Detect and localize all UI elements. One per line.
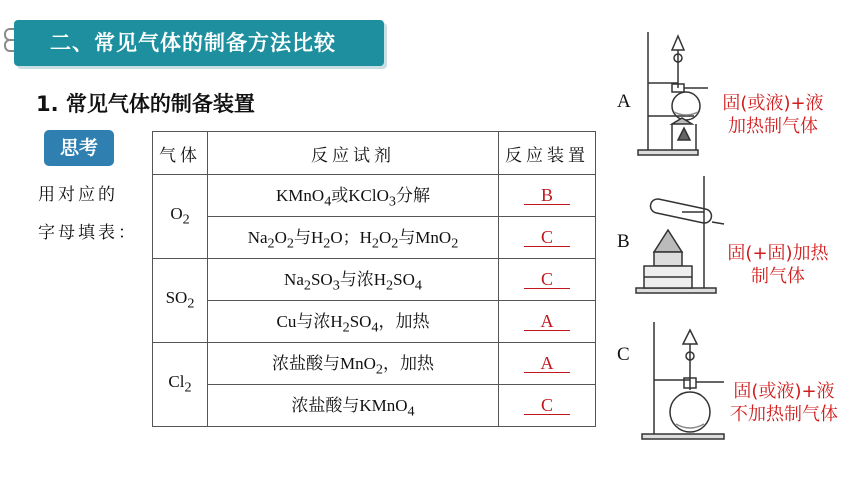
reagent-text: Na	[247, 227, 268, 247]
reagent-subscript: 2	[386, 277, 394, 294]
apparatus-b-note	[720, 242, 836, 288]
column-header-apparatus: 反应装置	[499, 132, 596, 175]
instruction-line: 用对应的	[38, 185, 118, 205]
reagent-subscript: 3	[332, 277, 340, 294]
reagent-text: SO	[310, 269, 333, 289]
table-row	[153, 301, 596, 343]
apparatus-a-diagram	[632, 28, 716, 158]
reagent-subscript: 2	[303, 277, 311, 294]
apparatus-b-letter: B	[617, 231, 630, 252]
note-line: 制气体	[751, 266, 805, 287]
gas-cell	[153, 175, 208, 259]
answer-letter: C	[524, 270, 570, 289]
reagent-text: SO	[349, 311, 372, 331]
reagent-subscript: 4	[407, 403, 415, 420]
table-body	[153, 175, 596, 427]
gas-cell	[153, 343, 208, 427]
reagent-text: SO	[393, 269, 415, 289]
gas-formula: O	[170, 204, 183, 224]
apparatus-a-note	[712, 92, 834, 138]
answer-letter: B	[524, 186, 570, 205]
reagent-text: 与浓H	[339, 269, 387, 289]
gas-formula-subscript: 2	[187, 295, 195, 312]
answer-letter: C	[524, 396, 570, 415]
reagent-text: 与H	[293, 227, 324, 247]
reagent-cell	[208, 175, 499, 217]
apparatus-cell	[499, 175, 596, 217]
reagent-subscript: 2	[323, 235, 331, 252]
answer-letter: A	[524, 312, 570, 331]
reagent-text: O；H	[330, 227, 372, 247]
apparatus-b-diagram	[632, 172, 728, 296]
apparatus-a-letter: A	[617, 91, 631, 112]
table-row	[153, 343, 596, 385]
reagent-text: 分解	[395, 185, 430, 205]
reagent-text: ，加热	[378, 311, 430, 331]
reagent-cell	[208, 217, 499, 259]
note-line: 不加热制气体	[730, 404, 838, 425]
reagent-text: O	[274, 227, 287, 247]
reagent-text: 浓盐酸与MnO	[272, 353, 376, 373]
note-line: 固(+固)加热	[727, 243, 829, 264]
reagent-subscript: 2	[267, 235, 275, 252]
reagent-subscript: 2	[391, 235, 399, 252]
apparatus-cell	[499, 385, 596, 427]
answer-letter: A	[524, 354, 570, 373]
gas-formula-subscript: 2	[184, 379, 192, 396]
gas-formula: SO	[165, 288, 188, 308]
reagent-text: Cu与浓H	[276, 311, 343, 331]
note-line: 固(或液)+液	[722, 93, 824, 114]
answer-letter: C	[524, 228, 570, 247]
gas-cell	[153, 259, 208, 343]
apparatus-cell	[499, 301, 596, 343]
reagent-text: 与MnO	[398, 227, 452, 247]
gas-preparation-table	[152, 131, 596, 427]
reagent-subscript: 4	[371, 319, 379, 336]
reagent-text: ，加热	[382, 353, 434, 373]
table-row	[153, 259, 596, 301]
reagent-cell	[208, 385, 499, 427]
reagent-subscript: 3	[388, 193, 396, 210]
think-badge: 思考	[44, 130, 114, 166]
reagent-subscript: 4	[414, 277, 422, 294]
column-header-gas: 气体	[153, 132, 208, 175]
reagent-subscript: 2	[286, 235, 294, 252]
table-header-row	[153, 132, 596, 175]
reagent-cell	[208, 343, 499, 385]
reagent-text: O	[378, 227, 392, 247]
reagent-subscript: 4	[324, 193, 332, 210]
apparatus-c-letter: C	[617, 344, 630, 365]
reagent-text: 或KClO	[331, 185, 389, 205]
apparatus-cell	[499, 217, 596, 259]
reagent-subscript: 2	[342, 319, 350, 336]
instruction-line: 字母填表：	[38, 223, 138, 243]
table-row	[153, 217, 596, 259]
section-banner	[14, 20, 384, 66]
table-row	[153, 385, 596, 427]
apparatus-cell	[499, 259, 596, 301]
instruction-text	[38, 176, 148, 252]
reagent-cell	[208, 259, 499, 301]
note-line: 加热制气体	[728, 116, 818, 137]
reagent-text: 浓盐酸与KMnO	[291, 395, 408, 415]
section-subtitle: 1. 常见气体的制备装置	[36, 92, 255, 116]
reagent-text: KMnO	[276, 185, 325, 205]
reagent-subscript: 2	[371, 235, 379, 252]
reagent-text: Na	[284, 269, 304, 289]
page-title: 二、常见气体的制备方法比较	[50, 31, 336, 55]
reagent-subscript: 2	[375, 361, 383, 378]
table-row	[153, 175, 596, 217]
reagent-subscript: 2	[451, 235, 459, 252]
gas-formula: Cl	[168, 372, 185, 392]
reagent-cell	[208, 301, 499, 343]
column-header-reagent: 反应试剂	[208, 132, 499, 175]
gas-formula-subscript: 2	[182, 211, 190, 228]
apparatus-c-note	[716, 380, 852, 426]
apparatus-cell	[499, 343, 596, 385]
note-line: 固(或液)+液	[733, 381, 835, 402]
